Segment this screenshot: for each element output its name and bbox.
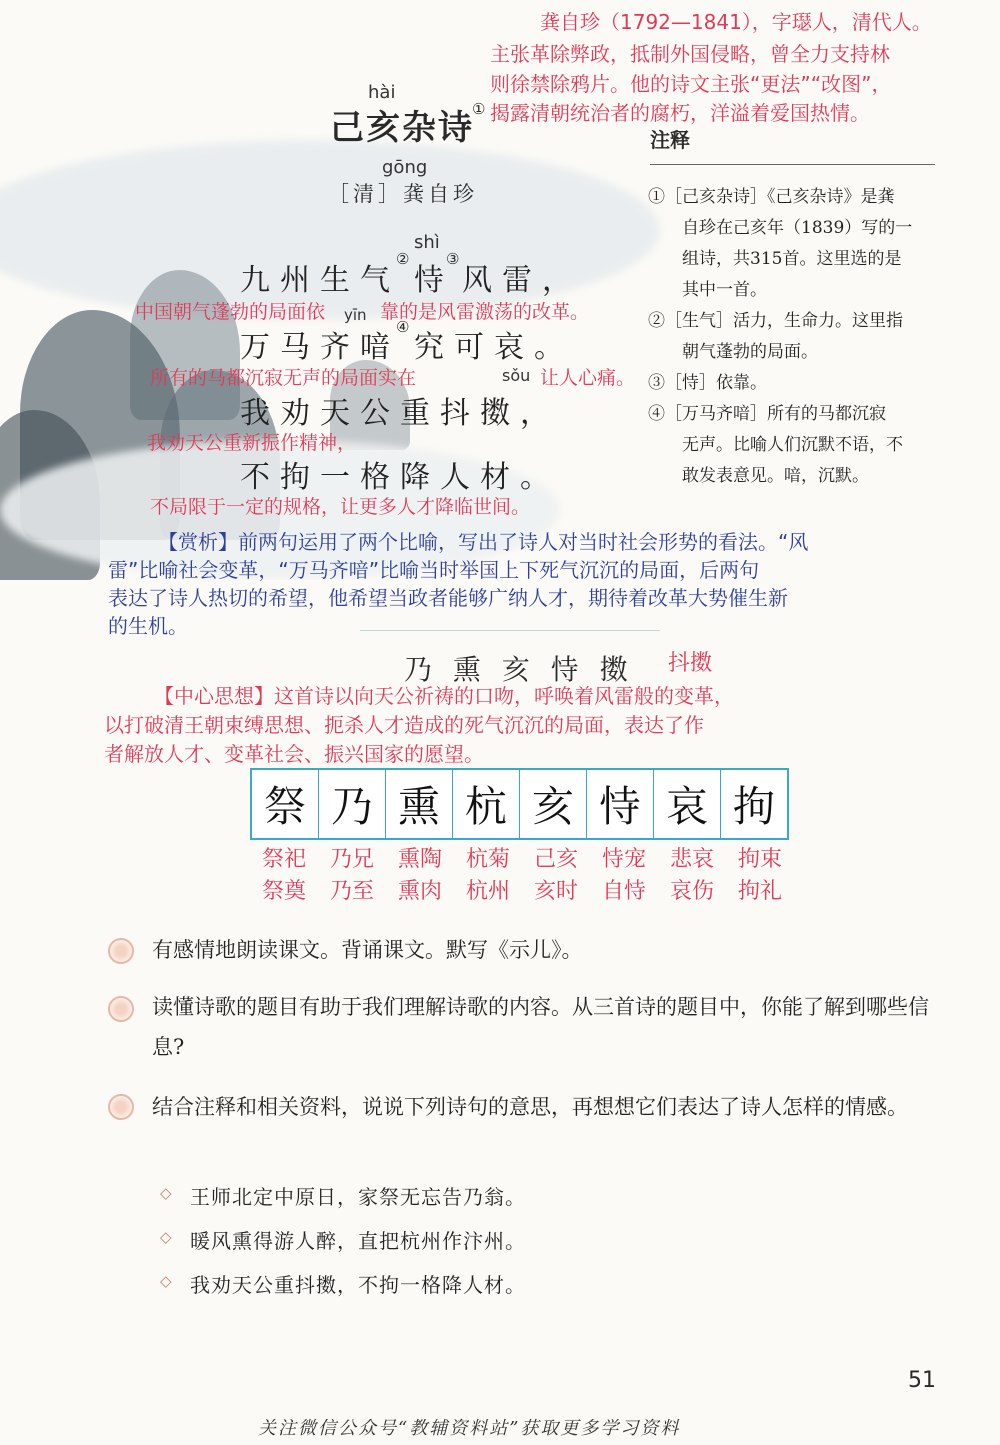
- note-line: ②［生气］活力，生命力。这里指: [648, 311, 903, 331]
- central-idea-line3: 者解放人才、变革社会、振兴国家的愿望。: [104, 742, 484, 766]
- poem-line-2a: 万马齐喑: [240, 330, 400, 365]
- poem-title: 己亥杂诗: [330, 108, 474, 148]
- word: 乃兄: [329, 847, 374, 872]
- poem-line-2b: 究可哀。: [414, 330, 574, 365]
- notes-heading: 注释: [650, 128, 690, 152]
- notes-list: [648, 182, 912, 492]
- note-line: ①［己亥杂诗］《己亥杂诗》是龚: [648, 187, 895, 207]
- poem-author: ［清］龚自珍: [328, 182, 478, 206]
- diamond-bullet-icon: ◇: [160, 1228, 172, 1246]
- word: 祭奠: [261, 879, 306, 904]
- word: 乃至: [329, 879, 374, 904]
- author-note-line2: 主张革除弊政，抵制外国侵略，曾全力支持林: [490, 42, 890, 66]
- appreciation-block: [108, 528, 948, 640]
- sou-pinyin: sǒu: [502, 366, 531, 385]
- exercise-3: 结合注释和相关资料，说说下列诗句的意思，再想想它们表达了诗人怎样的情感。: [152, 1095, 908, 1119]
- grid-char: 祭: [252, 770, 319, 838]
- yin-pinyin: yīn: [344, 306, 367, 324]
- word: 亥时: [533, 879, 578, 904]
- word: 自恃: [601, 879, 646, 904]
- grid-char: 拘: [732, 782, 775, 831]
- note-line: ④［万马齐喑］所有的马都沉寂: [648, 404, 886, 424]
- word: 熏陶: [397, 847, 442, 872]
- word: 恃宠: [601, 847, 646, 872]
- central-idea-text: 这首诗以向天公祈祷的口吻，呼唤着风雷般的变革，: [274, 684, 734, 708]
- word: 熏肉: [397, 879, 442, 904]
- appreciation-text: 前两句运用了两个比喻，写出了诗人对当时社会形势的看法。“风: [238, 530, 809, 554]
- word: 哀伤: [669, 879, 714, 904]
- notes-divider: [650, 164, 935, 165]
- word: 悲哀: [669, 847, 714, 872]
- exercise-2: 读懂诗歌的题目有助于我们理解诗歌的内容。从三首诗的题目中，你能了解到哪些信息?: [152, 995, 929, 1059]
- new-words-annotation: 抖擞: [668, 651, 713, 676]
- annotation-line1-part1: 中国朝气蓬勃的局面依: [135, 301, 326, 323]
- exercise-icon: [108, 996, 134, 1022]
- note-marker-3: ③: [446, 250, 460, 268]
- grid-char: 哀: [654, 770, 721, 838]
- note-line: 敢发表意见。喑，沉默。: [682, 466, 869, 486]
- appreciation-line1: [108, 528, 948, 556]
- author-pinyin: gōng: [382, 157, 428, 178]
- word: 拘束: [737, 847, 782, 872]
- exercise-1: 有感情地朗读课文。背诵课文。默写《示儿》。: [152, 938, 583, 962]
- annotation-line4: 不局限于一定的规格，让更多人才降临世间。: [150, 496, 531, 518]
- appreciation-line2: 雷”比喻社会变革，“万马齐喑”比喻当时举国上下死气沉沉的局面，后两句: [108, 558, 760, 582]
- new-words-line: 乃 熏 亥 恃 擞: [404, 653, 634, 686]
- appreciation-label: 【赏析】: [158, 530, 238, 554]
- diamond-bullet-icon: ◇: [160, 1184, 172, 1202]
- word: 拘礼: [737, 879, 782, 904]
- exercise-sub-3: 我劝天公重抖擞，不拘一格降人材。: [190, 1273, 526, 1297]
- words-row-2: [250, 874, 794, 905]
- note-line: 组诗，共315首。这里选的是: [682, 249, 902, 269]
- central-idea-line2: 以打破清王朝束缚思想、扼杀人才造成的死气沉沉的局面，表达了作: [104, 713, 704, 737]
- annotation-line2-part1: 所有的马都沉寂无声的局面实在: [150, 367, 417, 389]
- poem-line-4: 不拘一格降人材。: [240, 460, 560, 495]
- poem-line-1c: 风雷，: [462, 263, 582, 298]
- annotation-line1-part2: 靠的是风雷激荡的改革。: [380, 301, 590, 323]
- shi-pinyin: shì: [414, 232, 440, 253]
- words-row-1: [250, 842, 794, 873]
- poem-line-1a: 九州生气: [240, 263, 400, 298]
- character-grid: [250, 768, 789, 840]
- grid-char: 乃: [319, 770, 386, 838]
- word: 杭州: [465, 879, 510, 904]
- central-idea-label: 【中心思想】: [154, 684, 274, 708]
- note-line: 无声。比喻人们沉默不语，不: [682, 435, 903, 455]
- central-idea-line1: [104, 682, 944, 711]
- exercise-icon: [108, 938, 134, 964]
- note-line: 朝气蓬勃的局面。: [682, 342, 818, 362]
- note-line: 自珍在己亥年（1839）写的一: [682, 218, 913, 238]
- title-note-marker: ①: [472, 100, 486, 118]
- section-divider: [360, 630, 660, 631]
- appreciation-line3: 表达了诗人热切的希望，他希望当政者能够广纳人才，期待着改革大势催生新: [108, 586, 788, 610]
- note-line: ③［恃］依靠。: [648, 373, 767, 393]
- exercise-sub-1: 王师北定中原日，家祭无忘告乃翁。: [190, 1185, 526, 1209]
- appreciation-line4: 的生机。: [108, 614, 188, 638]
- grid-char: 亥: [520, 770, 587, 838]
- page-number: 51: [908, 1368, 936, 1393]
- footer-text: 关注微信公众号“教辅资料站”获取更多学习资料: [258, 1418, 681, 1439]
- note-marker-4: ④: [396, 318, 410, 336]
- word: 杭菊: [465, 847, 510, 872]
- author-note-line1: 龚自珍（1792—1841），字璱人，清代人。: [540, 10, 932, 34]
- poem-line-3: 我劝天公重抖擞，: [240, 396, 560, 431]
- grid-char: 恃: [587, 770, 654, 838]
- author-note-line3: 则徐禁除鸦片。他的诗文主张“更法”“改图”，: [490, 72, 892, 96]
- central-idea-block: [104, 682, 944, 769]
- grid-char: 熏: [386, 770, 453, 838]
- note-line: 其中一首。: [682, 280, 767, 300]
- title-pinyin: hài: [368, 82, 396, 103]
- word: 祭祀: [261, 847, 306, 872]
- poem-line-1b: 恃: [414, 263, 454, 298]
- note-marker-2: ②: [396, 250, 410, 268]
- author-note-line4: 揭露清朝统治者的腐朽，洋溢着爱国热情。: [490, 101, 870, 125]
- word: 己亥: [533, 847, 578, 872]
- annotation-line2-part2: 让人心痛。: [540, 367, 636, 389]
- annotation-line3: 我劝天公重新振作精神，: [147, 432, 357, 454]
- diamond-bullet-icon: ◇: [160, 1272, 172, 1290]
- grid-char: 杭: [453, 770, 520, 838]
- exercise-sub-2: 暖风熏得游人醉，直把杭州作汴州。: [190, 1229, 526, 1253]
- exercise-icon: [108, 1094, 134, 1120]
